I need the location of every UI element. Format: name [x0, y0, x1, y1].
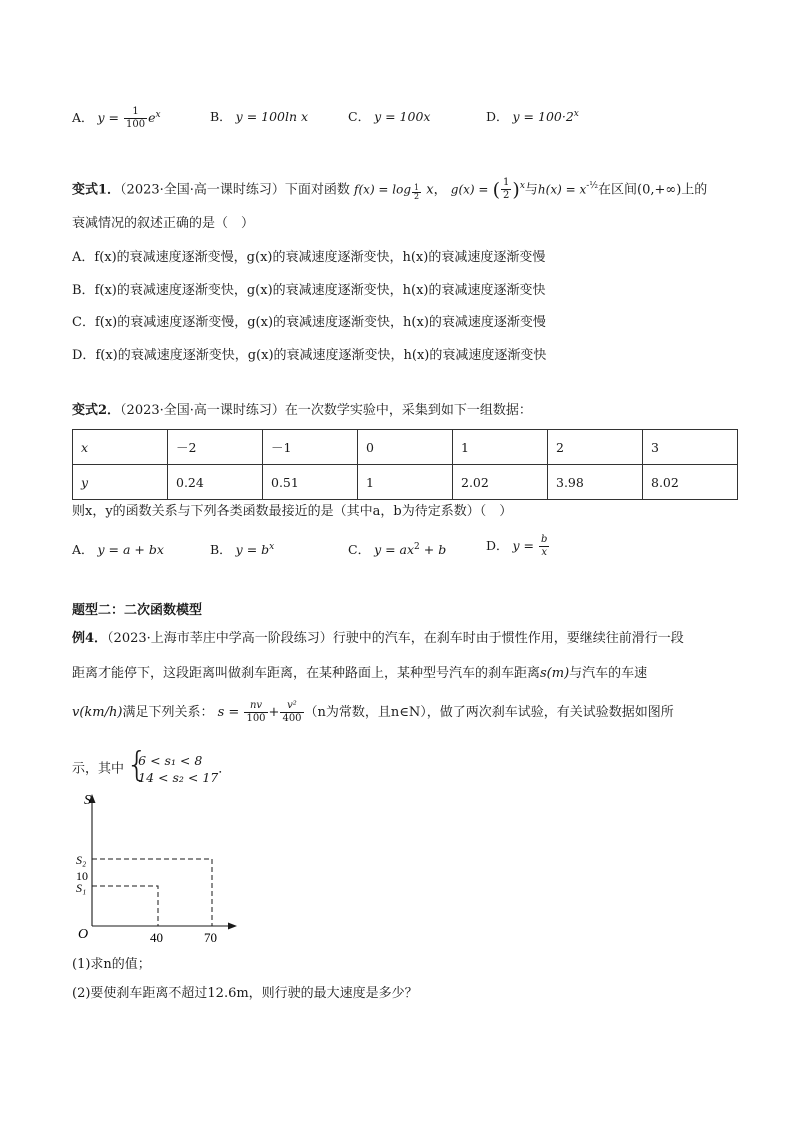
- variant2-option-b: B． $y = b^x$: [210, 541, 275, 557]
- variant1-option-b: B．f(x)的衰减速度逐渐变快，g(x)的衰减速度逐渐变快，h(x)的衰减速度逐渐变快: [72, 283, 546, 298]
- braking-graph: [72, 786, 252, 946]
- dashed-s1: [92, 886, 158, 926]
- section-title: 题型二：二次函数模型: [72, 603, 203, 618]
- variant2-option-c: C． $y = ax^2 + b$: [348, 541, 447, 557]
- table-cell: －1: [263, 430, 358, 465]
- example4-line2: 距离才能停下，这段距离叫做刹车距离，在某种路面上，某种型号汽车的刹车距离s(m)与汽车的车速: [72, 666, 648, 681]
- table-cell: 0: [358, 430, 453, 465]
- table-cell: 3: [643, 430, 738, 465]
- table-cell: 8.02: [643, 465, 738, 500]
- option-b: B． y = 100ln x: [210, 109, 309, 124]
- variant1-stem-line2: 衰减情况的叙述正确的是（ ）: [72, 216, 255, 231]
- label-70: 70: [204, 930, 217, 945]
- variant1-option-c: C．f(x)的衰减速度逐渐变慢，g(x)的衰减速度逐渐变快，h(x)的衰减速度逐渐变慢: [72, 315, 546, 330]
- table-cell: 2.02: [453, 465, 548, 500]
- example4-line3: v(km/h)满足下列关系： s = $\frac{nv}{100}$ + $\frac{\text{v²}}{400}$ （n为常数，且n∈N），做了两次刹车试验，有关试验数据如图所: [72, 700, 674, 724]
- table-row-y: [73, 465, 738, 500]
- table-cell: 3.98: [548, 465, 643, 500]
- label-40: 40: [150, 930, 163, 945]
- table-cell: 1: [358, 465, 453, 500]
- variant1-option-a: A．f(x)的衰减速度逐渐变慢，g(x)的衰减速度逐渐变快，h(x)的衰减速度逐渐变慢: [72, 250, 546, 265]
- variant2-question: 则x，y的函数关系与下列各类函数最接近的是（其中a，b为待定系数）（ ）: [72, 504, 513, 519]
- x-axis-arrow: [228, 923, 237, 930]
- variant1-option-d: D．f(x)的衰减速度逐渐变快，g(x)的衰减速度逐渐变快，h(x)的衰减速度逐渐变快: [72, 348, 547, 363]
- question-1: (1)求n的值；: [72, 957, 151, 972]
- label-10: 10: [76, 869, 88, 883]
- table-cell: －2: [168, 430, 263, 465]
- variant2-option-d: D． y = $\frac{b}{x}$: [486, 534, 548, 558]
- variant1-stem: 变式1．（2023·全国·高一课时练习）下面对函数 f(x) = log $\frac{1}{2}$ x， g(x) = ( $\frac{1}{2}$ )$^x$与$h(x) = x^{-\frac{1}{2}}$在区间(0,+∞)上的: [72, 177, 708, 202]
- table-cell: x: [73, 430, 168, 465]
- label-s2: S₂: [76, 853, 87, 867]
- table-cell: 0.24: [168, 465, 263, 500]
- variant2-stem: 变式2．（2023·全国·高一课时练习）在一次数学实验中，采集到如下一组数据：: [72, 403, 532, 418]
- axis-label-s: S: [84, 793, 91, 808]
- option-c: C． y = 100x: [348, 109, 431, 124]
- table-cell: 1: [453, 430, 548, 465]
- origin-label: O: [78, 927, 89, 942]
- data-table: [72, 429, 738, 500]
- table-cell: 2: [548, 430, 643, 465]
- label-s1: S₁: [76, 881, 87, 895]
- dashed-s2: [92, 859, 212, 926]
- example4-line4: 示，其中 { 6 < s₁ < 8 14 < s₂ < 17 ．: [72, 752, 231, 786]
- question-2: (2)要使刹车距离不超过12.6m，则行驶的最大速度是多少？: [72, 986, 418, 1001]
- table-cell: y: [73, 465, 168, 500]
- table-cell: 0.51: [263, 465, 358, 500]
- table-row-x: [73, 430, 738, 465]
- option-a: A． y = $\frac{1}{100}$ $e^x$: [72, 106, 161, 130]
- variant2-option-a: A． y = a + bx: [72, 542, 164, 557]
- inequality-system: { 6 < s₁ < 8 14 < s₂ < 17: [128, 752, 218, 786]
- option-d: D． $y = 100\cdot 2^x$: [486, 108, 579, 124]
- example4-line1: 例4．（2023·上海市莘庄中学高一阶段练习）行驶中的汽车，在刹车时由于惯性作用，要继续往前滑行一段: [72, 631, 684, 646]
